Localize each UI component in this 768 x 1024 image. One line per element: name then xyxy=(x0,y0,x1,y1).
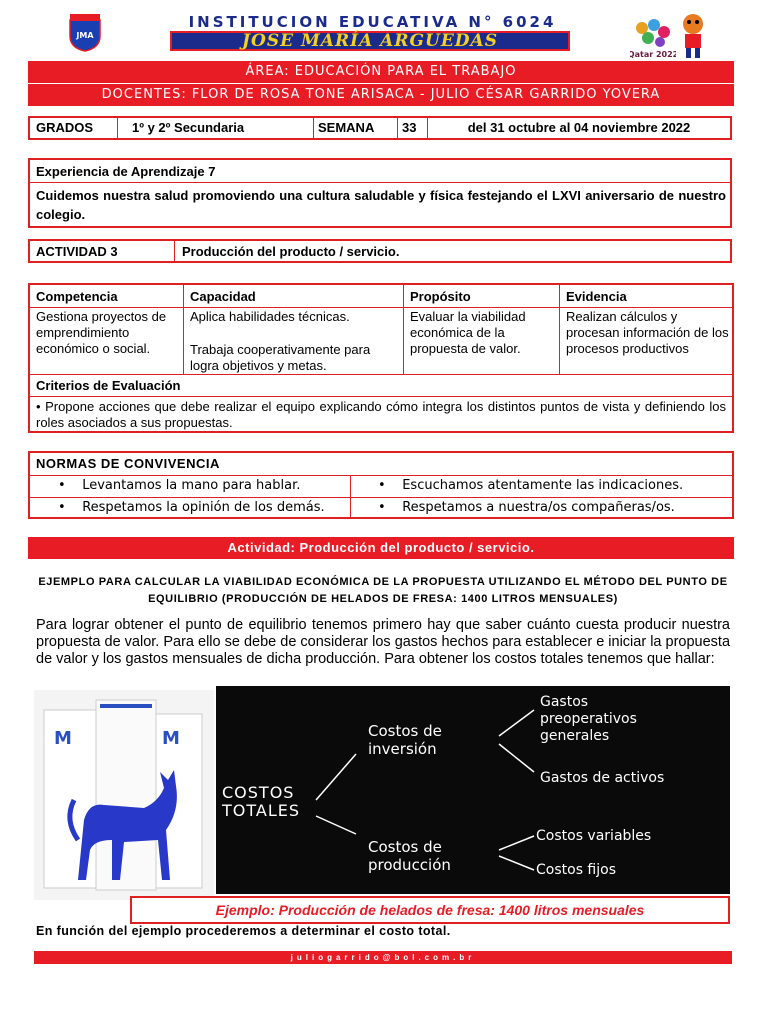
paragraph: Para lograr obtener el punto de equilibrio tenemos primero hay que saber cuánto cuesta producir nuestra propuesta de valor. Para ello se debe de considerar los gastos hechos para establecer e iniciar la propuesta de valor y los gastos mensuales de dicha producción. Para obtener los costos totales tenemos que hallar: xyxy=(36,617,731,667)
mascot-icon xyxy=(678,12,708,60)
capacidad-1: Aplica habilidades técnicas. xyxy=(190,309,350,324)
norma-item: • Levantamos la mano para hablar. xyxy=(58,478,301,493)
header-evidencia: Evidencia xyxy=(566,289,627,304)
ejemplo-box: Ejemplo: Producción de helados de fresa: 1400 litros mensuales xyxy=(130,896,730,924)
competencia-text: Gestiona proyectos de emprendimiento económico o social. xyxy=(36,309,167,356)
actividad-row xyxy=(28,239,732,263)
diagram-costos-fijos: Costos fijos xyxy=(536,862,617,878)
semana-label: SEMANA xyxy=(314,118,398,138)
footer-email: juliogarrido@bol.com.br xyxy=(34,951,732,964)
en-funcion-text: En función del ejemplo procederemos a determinar el costo total. xyxy=(36,924,451,938)
grados-label: GRADOS xyxy=(30,118,118,138)
diagram-root: COSTOS TOTALES xyxy=(222,783,301,820)
normas-table xyxy=(28,451,734,519)
diagram-gastos-activos: Gastos de activos xyxy=(540,770,665,786)
semana-value: 33 xyxy=(398,118,428,138)
diagram-gastos-preoperativos: Gastos preoperativos generales xyxy=(540,694,637,744)
diagram-produccion: Costos de producción xyxy=(368,838,451,874)
costos-diagram xyxy=(216,686,730,894)
header-proposito: Propósito xyxy=(410,289,471,304)
qatar-logo xyxy=(630,16,676,60)
grados-value: 1º y 2º Secundaria xyxy=(118,118,314,138)
header-capacidad: Capacidad xyxy=(190,289,256,304)
area-banner: ÁREA: EDUCACIÓN PARA EL TRABAJO xyxy=(28,61,734,83)
fechas: del 31 octubre al 04 noviembre 2022 xyxy=(467,120,691,135)
norma-item: • Escuchamos atentamente las indicaciones. xyxy=(378,478,684,493)
norma-item: • Respetamos a nuestra/os compañeras/os. xyxy=(378,500,675,515)
logo-right-text: Qatar 2022 xyxy=(630,50,676,59)
norma-item: • Respetamos la opinión de los demás. xyxy=(58,500,325,515)
school-name: JOSE MARÍA ARGUEDAS xyxy=(170,31,570,51)
criterios-text: • Propone acciones que debe realizar el equipo explicando cómo integra los distintos puntos de vista y definiendo los roles asociados a sus propuestas. xyxy=(36,399,726,430)
normas-title: NORMAS DE CONVIVENCIA xyxy=(36,456,220,471)
experiencia-box xyxy=(28,158,732,228)
docentes-banner: DOCENTES: FLOR DE ROSA TONE ARISACA - JULIO CÉSAR GARRIDO YOVERA xyxy=(28,83,734,106)
actividad-value: Producción del producto / servicio. xyxy=(182,244,400,259)
header-competencia: Competencia xyxy=(36,289,118,304)
capacidad-2: Trabaja cooperativamente para logra objetivos y metas. xyxy=(190,342,371,373)
svg-text:M: M xyxy=(162,728,180,749)
actividad-label: ACTIVIDAD 3 xyxy=(36,244,118,259)
diagram-inversion: Costos de inversión xyxy=(368,722,442,758)
evidencia-text: Realizan cálculos y procesan información de los procesos productivos xyxy=(566,309,729,356)
milk-box-text: M xyxy=(54,728,72,749)
diagram-costos-variables: Costos variables xyxy=(536,828,652,844)
proposito-text: Evaluar la viabilidad económica de la propuesta de valor. xyxy=(410,309,526,356)
ejemplo-heading: EJEMPLO PARA CALCULAR LA VIABILIDAD ECONÓMICA DE LA PROPUESTA UTILIZANDO EL MÉTODO DEL PUNTO DE EQUILIBRIO (PRODUCCIÓN DE HELADOS DE FRESA: 1400 LITROS MENSUALES) xyxy=(38,576,728,605)
grados-row xyxy=(28,116,732,140)
competencias-table xyxy=(28,283,734,433)
institution-title: INSTITUCION EDUCATIVA N° 6024 xyxy=(188,13,557,31)
school-logo xyxy=(68,14,102,52)
criterios-title: Criterios de Evaluación xyxy=(36,378,181,393)
actividad-banner: Actividad: Producción del producto / servicio. xyxy=(28,537,734,559)
experiencia-text: Cuidemos nuestra salud promoviendo una cultura saludable y física festejando el LXVI aniversario de nuestro colegio. xyxy=(36,188,726,222)
logo-left-text: JMA xyxy=(76,31,94,40)
milk-boxes-image xyxy=(34,690,214,900)
experiencia-title: Experiencia de Aprendizaje 7 xyxy=(36,164,216,179)
